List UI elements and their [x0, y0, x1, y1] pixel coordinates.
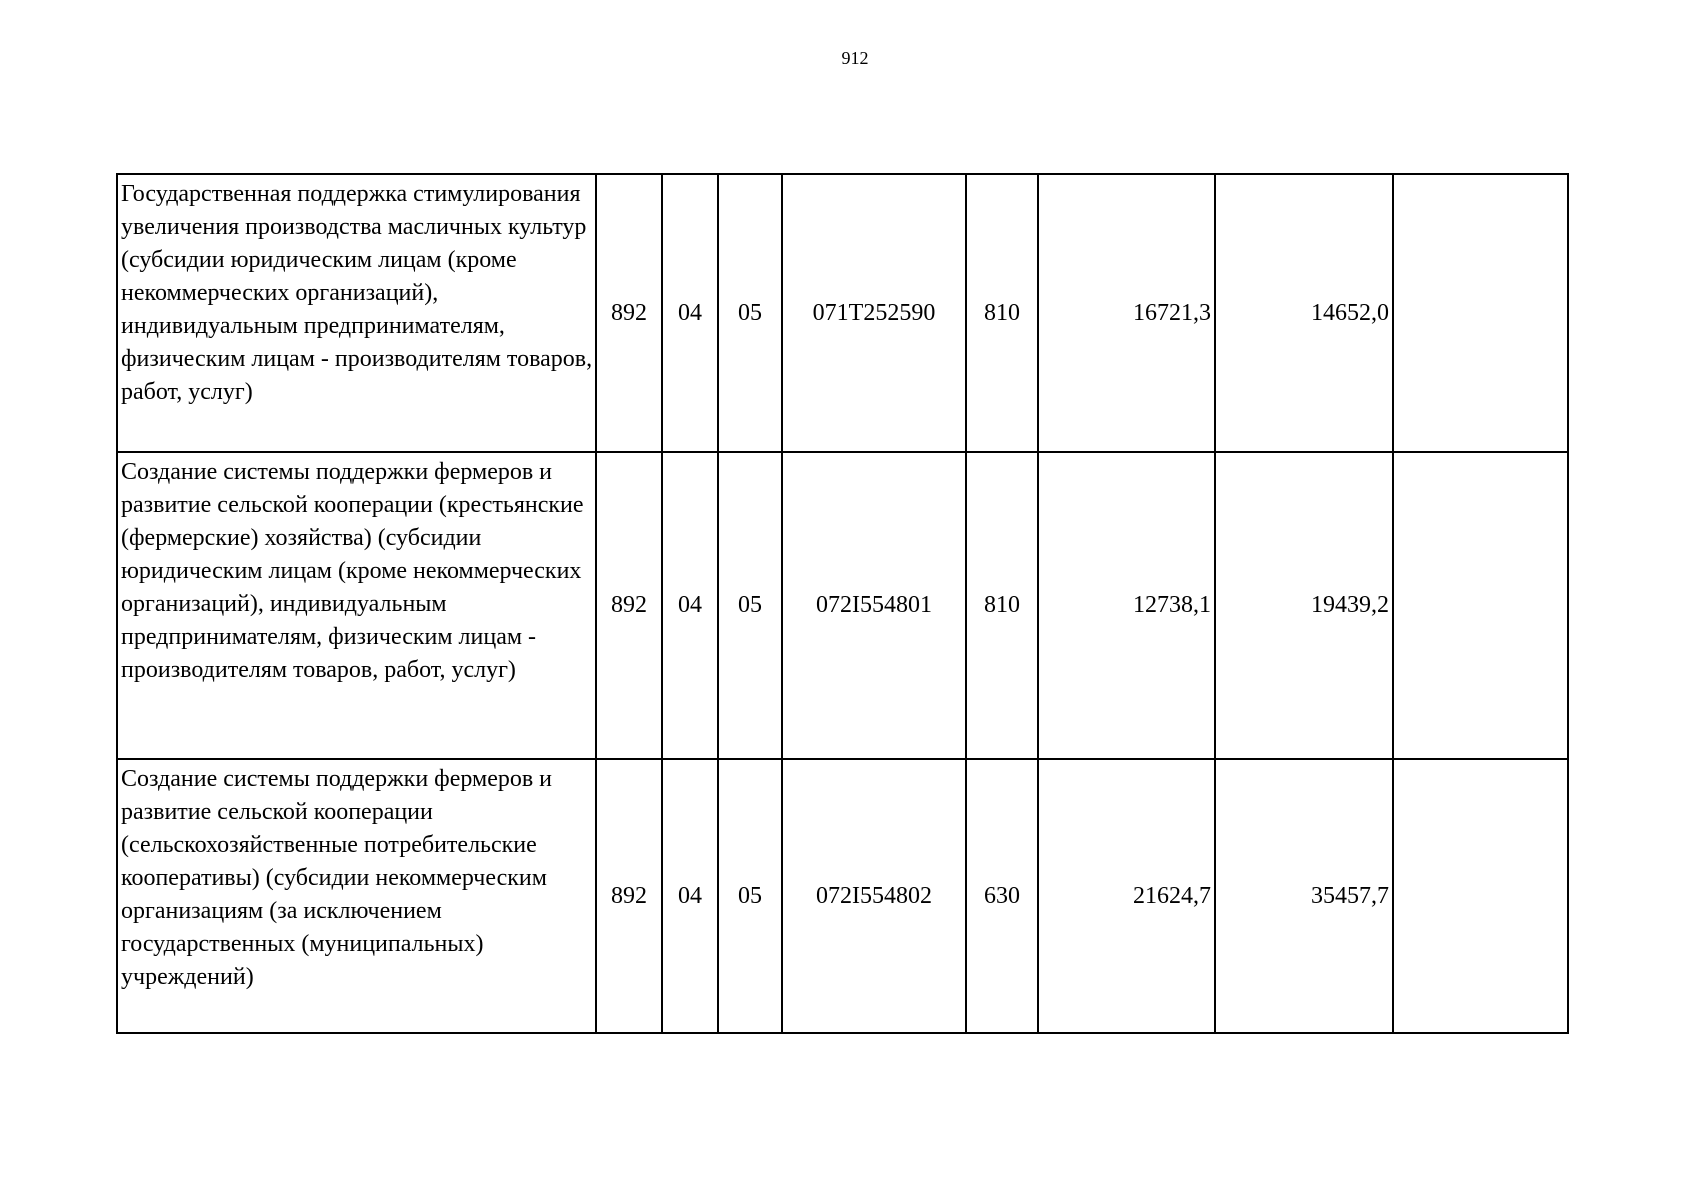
target-article-code: 072I554802 [782, 759, 966, 1033]
ministry-code: 892 [596, 174, 662, 452]
target-article-code: 071T252590 [782, 174, 966, 452]
expense-type-code: 810 [966, 174, 1038, 452]
ministry-code: 892 [596, 759, 662, 1033]
expense-type-code: 630 [966, 759, 1038, 1033]
budget-table [116, 173, 1569, 1034]
table-row [117, 174, 1568, 452]
subsection-code: 05 [718, 759, 782, 1033]
subsection-code: 05 [718, 452, 782, 759]
amount-3 [1393, 174, 1568, 452]
amount-3 [1393, 759, 1568, 1033]
target-article-code: 072I554801 [782, 452, 966, 759]
expense-type-code: 810 [966, 452, 1038, 759]
row-description: Государственная поддержка стимулирования увеличения производства масличных культур (субсидии юридическим лицам (кроме некоммерческих организаций), индивидуальным предпринимателям, физическим лицам - производителям товаров, работ, услуг) [117, 174, 596, 452]
row-description: Создание системы поддержки фермеров и развитие сельской кооперации (крестьянские (фермерские) хозяйства) (субсидии юридическим лицам (кроме некоммерческих организаций), индивидуальным предпринимателям, физическим лицам - производителям товаров, работ, услуг) [117, 452, 596, 759]
row-description: Создание системы поддержки фермеров и развитие сельской кооперации (сельскохозяйственные потребительские кооперативы) (субсидии некоммерческим организациям (за исключением государственных (муниципальных) учреждений) [117, 759, 596, 1033]
table-row [117, 759, 1568, 1033]
amount-1: 21624,7 [1038, 759, 1215, 1033]
table-row [117, 452, 1568, 759]
amount-1: 16721,3 [1038, 174, 1215, 452]
subsection-code: 05 [718, 174, 782, 452]
amount-1: 12738,1 [1038, 452, 1215, 759]
ministry-code: 892 [596, 452, 662, 759]
section-code: 04 [662, 174, 718, 452]
page-number: 912 [841, 48, 869, 68]
amount-2: 35457,7 [1215, 759, 1393, 1033]
section-code: 04 [662, 759, 718, 1033]
amount-2: 14652,0 [1215, 174, 1393, 452]
section-code: 04 [662, 452, 718, 759]
amount-2: 19439,2 [1215, 452, 1393, 759]
amount-3 [1393, 452, 1568, 759]
